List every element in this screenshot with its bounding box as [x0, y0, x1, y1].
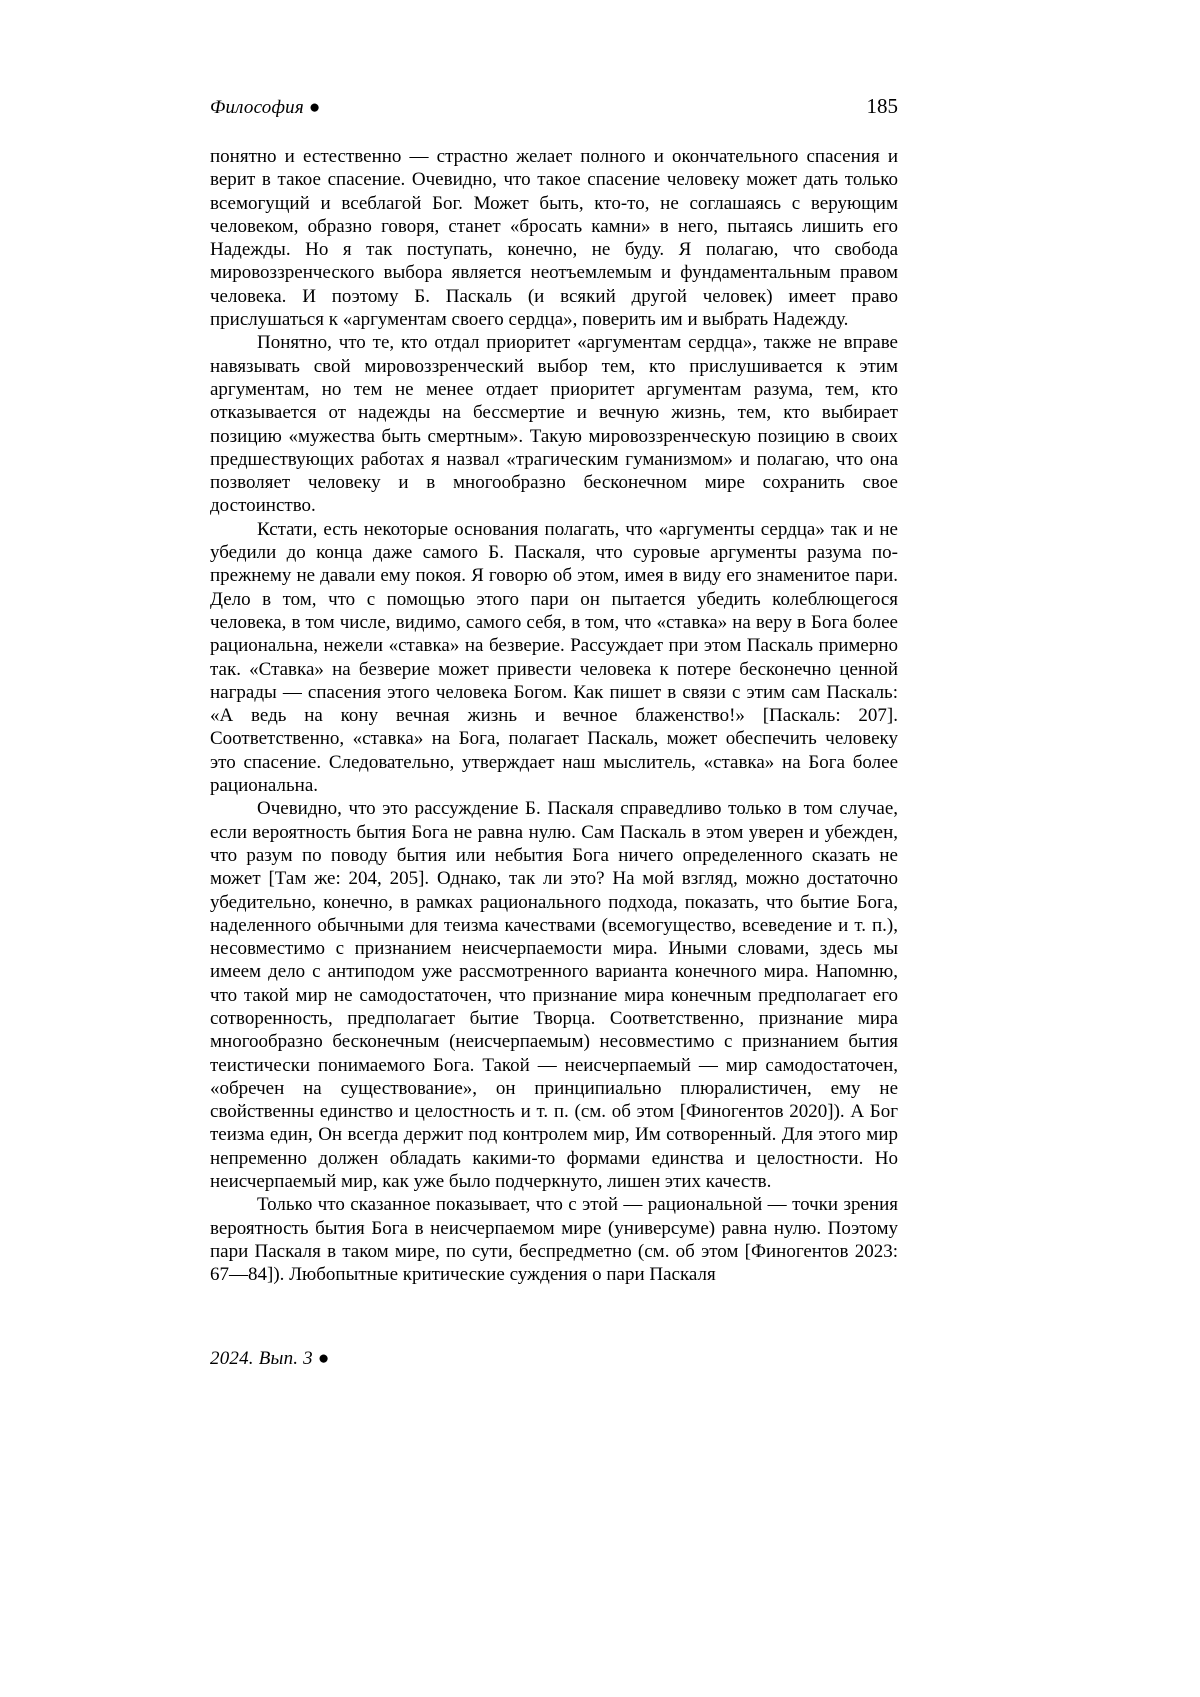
article-body — [210, 145, 898, 1287]
running-title: Философия ● — [210, 97, 321, 118]
page-footer — [210, 1348, 330, 1370]
paragraph-4: Очевидно, что это рассуждение Б. Паскаля справедливо только в том случае, если вероятность бытия Бога не равна нулю. Сам Паскаль в этом уверен и убежден, что разум по поводу бытия или небытия Бога ничего определенного сказать не может [Там же: 204, 205]. Однако, так ли это? На мой взгляд, можно достаточно убедительно, конечно, в рамках рационального подхода, показать, что бытие Бога, наделенного обычными для теизма качествами (всемогущество, всеведение и т. п.), несовместимо с признанием неисчерпаемости мира. Иными словами, здесь мы имеем дело с антиподом уже рассмотренного варианта конечного мира. Напомню, что такой мир не самодостаточен, что признание мира конечным предполагает его сотворенность, предполагает бытие Творца. Соответственно, признание мира многообразно бесконечным (неисчерпаемым) несовместимо с признанием бытия теистически понимаемого Бога. Такой — неисчерпаемый — мир самодостаточен, «обречен на существование», он принципиально плюралистичен, ему не свойственны единство и целостность и т. п. (см. об этом [Финогентов 2020]). А Бог теизма един, Он всегда держит под контролем мир, Им сотворенный. Для этого мир непременно должен обладать какими-то формами единства и целостности. Но неисчерпаемый мир, как уже было подчеркнуто, лишен этих качеств. — [210, 798, 898, 1193]
issue-label: 2024. Вып. 3 ● — [210, 1348, 330, 1369]
page-number: 185 — [866, 94, 898, 118]
paragraph-1: понятно и естественно — страстно желает полного и окончательного спасения и верит в такое спасение. Очевидно, что такое спасение человеку может дать только всемогущий и всеблагой Бог. Может быть, кто-то, не соглашаясь с верующим человеком, образно говоря, станет «бросать камни» в него, пытаясь лишить его Надежды. Но я так поступать, конечно, не буду. Я полагаю, что свобода мировоззренческого выбора является неотъемлемым и фундаментальным правом человека. И поэтому Б. Паскаль (и всякий другой человек) имеет право прислушаться к «аргументам своего сердца», поверить им и выбрать Надежду. — [210, 146, 898, 331]
paragraph-2: Понятно, что те, кто отдал приоритет «аргументам сердца», также не вправе навязывать свой мировоззренческий выбор тем, кто прислушивается к этим аргументам, но тем не менее отдает приоритет аргументам разума, тем, кто отказывается от надежды на бессмертие и вечную жизнь, тем, кто выбирает позицию «мужества быть смертным». Такую мировоззренческую позицию в своих предшествующих работах я назвал «трагическим гуманизмом» и полагаю, что она позволяет человеку и в многообразно бесконечном мире сохранить свое достоинство. — [210, 332, 898, 517]
paragraph-5: Только что сказанное показывает, что с этой — рациональной — точки зрения вероятность бытия Бога в неисчерпаемом мире (универсуме) равна нулю. Поэтому пари Паскаля в таком мире, по сути, беспредметно (см. об этом [Финогентов 2023: 67—84]). Любопытные критические суждения о пари Паскаля — [210, 1194, 898, 1286]
paragraph-3: Кстати, есть некоторые основания полагать, что «аргументы сердца» так и не убедили до конца даже самого Б. Паскаля, что суровые аргументы разума по-прежнему не давали ему покоя. Я говорю об этом, имея в виду его знаменитое пари. Дело в том, что с помощью этого пари он пытается убедить колеблющегося человека, в том числе, видимо, самого себя, в том, что «ставка» на веру в Бога более рациональна, нежели «ставка» на безверие. Рассуждает при этом Паскаль примерно так. «Ставка» на безверие может привести человека к потере бесконечно ценной награды — спасения этого человека Богом. Как пишет в связи с этим сам Паскаль: «А ведь на кону вечная жизнь и вечное блаженство!» [Паскаль: 207]. Соответственно, «ставка» на Бога, полагает Паскаль, может обеспечить человеку это спасение. Следовательно, утверждает наш мыслитель, «ставка» на Бога более рациональна. — [210, 518, 898, 797]
page-header — [210, 94, 898, 119]
